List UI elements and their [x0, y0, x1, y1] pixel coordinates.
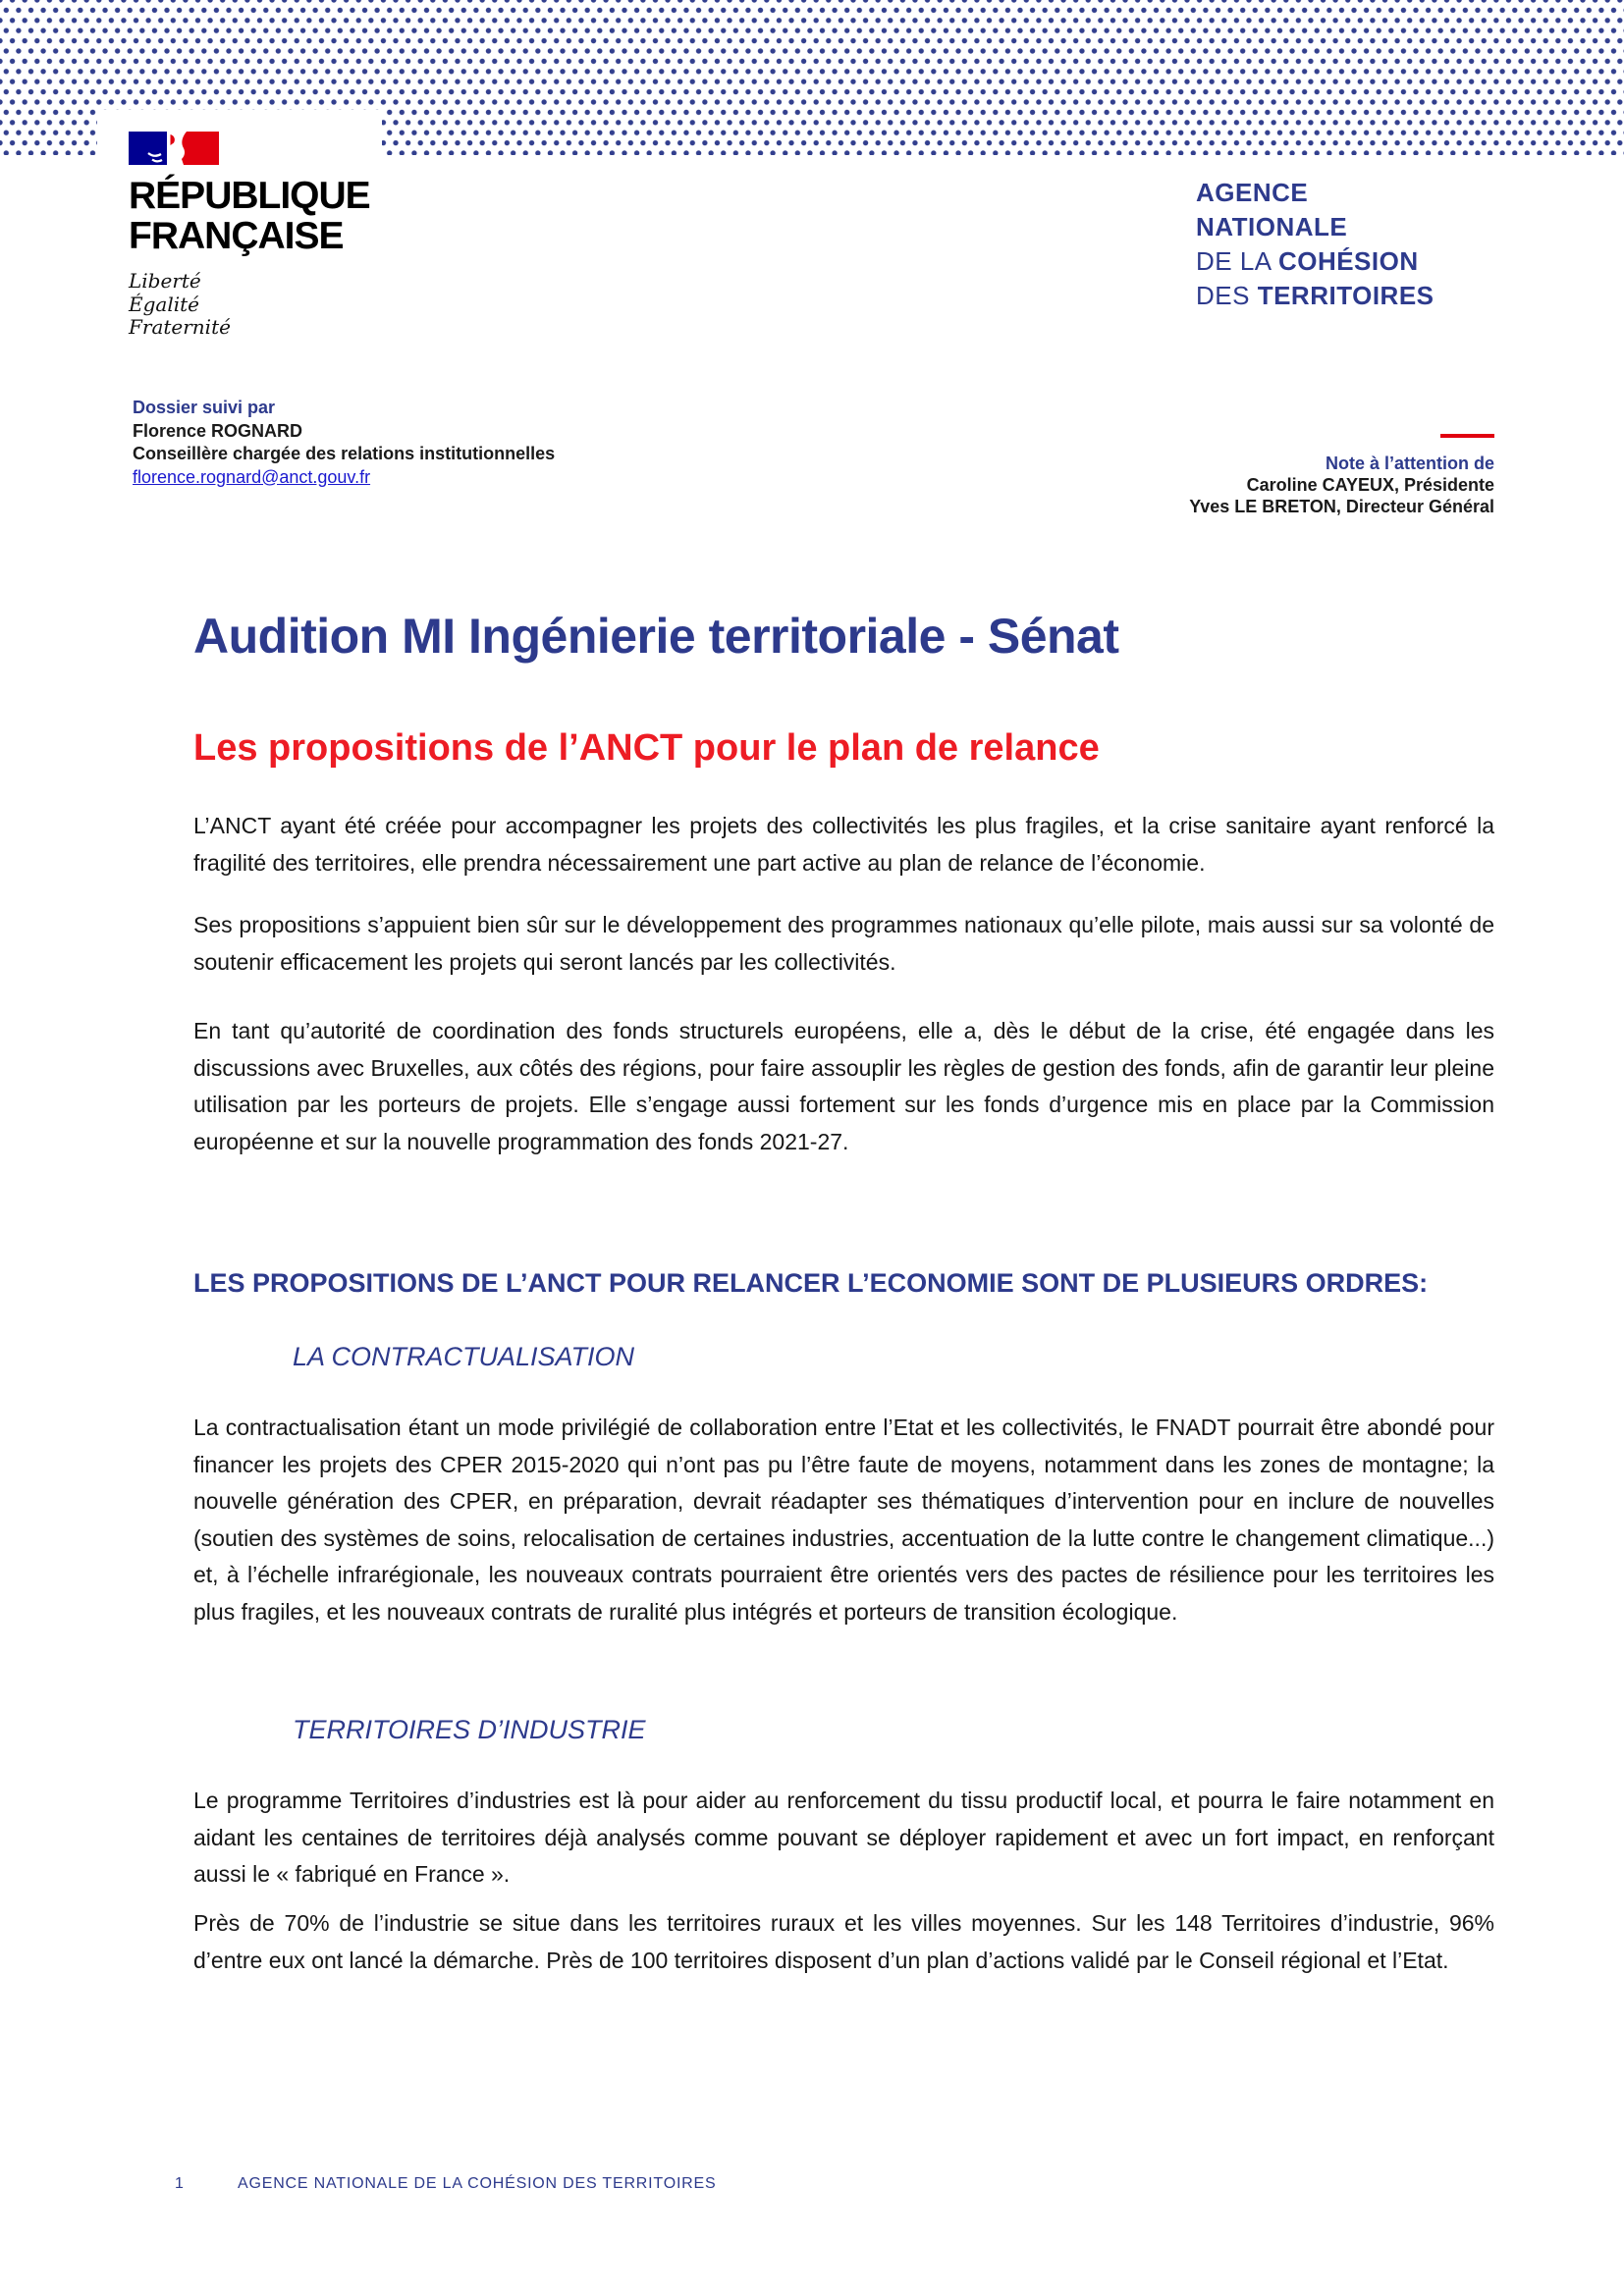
motto-fraternite: Fraternité: [129, 315, 231, 339]
page-number: 1: [175, 2175, 185, 2192]
marianne-flag-icon: [129, 132, 219, 165]
recipients-block: [1189, 431, 1494, 517]
footer-text: AGENCE NATIONALE DE LA COHÉSION DES TERRITOIRES: [238, 2175, 717, 2192]
anct-logo-line1: AGENCE: [1196, 178, 1309, 207]
recipients-label: Note à l’attention de: [1325, 454, 1494, 473]
paragraph-territoires-1: Le programme Territoires d’industries est là pour aider au renforcement du tissu productif local, et pourra le faire notamment en aidant les centaines de territoires déjà analysés comme pouvant se déployer rapidement et avec un fort impact, en renforçant aussi le « fabriqué en France ».: [193, 1788, 1494, 1888]
dot-pattern-band-right: [382, 119, 1624, 155]
paragraph-1: L’ANCT ayant été créée pour accompagner les projets des collectivités les plus fragiles, et la crise sanitaire ayant renforcé la fragilité des territoires, elle prendra nécessairement une part active au plan de relance de l’économie.: [193, 813, 1494, 876]
anct-logo-line3: DE LA COHÉSION: [1196, 246, 1419, 276]
rf-motto: [129, 270, 423, 340]
red-rule: [1440, 434, 1494, 438]
page-subtitle: Les propositions de l’ANCT pour le plan de relance: [193, 727, 1100, 769]
paragraph-3: En tant qu’autorité de coordination des fonds structurels européens, elle a, dès le début de la crise, été engagée dans les discussions avec Bruxelles, aux côtés des régions, pour faire assouplir les règles de gestion des fonds, afin de garantir leur pleine utilisation par les porteurs de projets. Elle s’engage aussi fortement sur les fonds d’urgence mis en place par la Commission européenne et sur la nouvelle programmation des fonds 2021-27.: [193, 1018, 1494, 1154]
rf-line-1: RÉPUBLIQUE: [129, 175, 370, 217]
contact-name: Florence ROGNARD: [133, 420, 303, 441]
contact-email-link[interactable]: florence.rognard@anct.gouv.fr: [133, 466, 371, 487]
section-heading: LES PROPOSITIONS DE L’ANCT POUR RELANCER L’ECONOMIE SONT DE PLUSIEURS ORDRES:: [193, 1268, 1429, 1298]
recipient-2: Yves LE BRETON, Directeur Général: [1189, 497, 1494, 516]
dot-pattern-band-top: [0, 0, 1624, 119]
motto-egalite: Égalité: [129, 292, 199, 316]
paragraph-2: Ses propositions s’appuient bien sûr sur le développement des programmes nationaux qu’elle pilote, mais aussi sur sa volonté de soutenir efficacement les projets qui seront lancés par les collectivités.: [193, 912, 1494, 975]
rf-line-2: FRANÇAISE: [129, 215, 344, 257]
recipient-1: Caroline CAYEUX, Présidente: [1246, 475, 1494, 495]
page-footer: [175, 2175, 716, 2193]
contact-block: [133, 397, 555, 489]
paragraph-territoires-2: Près de 70% de l’industrie se situe dans les territoires ruraux et les villes moyennes. Sur les 148 Territoires d’industrie, 96% d’entre eux ont lancé la démarche. Près de 100 territoires disposent d’un plan d’actions validé par le Conseil régional et l’Etat.: [193, 1910, 1494, 1973]
subsection-contractualisation: LA CONTRACTUALISATION: [293, 1342, 635, 1371]
motto-liberte: Liberté: [129, 269, 201, 293]
republique-francaise-wordmark: [129, 176, 423, 256]
contact-label: Dossier suivi par: [133, 398, 276, 417]
paragraph-contractualisation: La contractualisation étant un mode privilégié de collaboration entre l’Etat et les collectivités, le FNADT pourrait être abondé pour financer les projets des CPER 2015-2020 qui n’ont pas pu l’être faute de moyens, notamment dans les zones de montagne; la nouvelle génération des CPER, en préparation, devrait réadapter ses thématiques d’intervention pour en inclure de nouvelles (soutien des systèmes de soins, relocalisation de certaines industries, accentuation de la lutte contre le changement climatique...) et, à l’échelle infrarégionale, les nouveaux contrats pourraient être orientés vers des pactes de résilience pour les territoires les plus fragiles, et les nouveaux contrats de ruralité plus intégrés et porteurs de transition écologique.: [193, 1415, 1494, 1625]
subsection-territoires-industrie: TERRITOIRES D’INDUSTRIE: [293, 1715, 646, 1744]
page-title: Audition MI Ingénierie territoriale - Sénat: [193, 609, 1119, 664]
republique-francaise-logo: [129, 132, 423, 340]
anct-logo: [1196, 176, 1435, 313]
anct-logo-line4: DES TERRITOIRES: [1196, 281, 1435, 310]
contact-role: Conseillère chargée des relations institutionnelles: [133, 444, 556, 463]
anct-logo-line2: NATIONALE: [1196, 212, 1348, 241]
dot-pattern-band-left: [0, 119, 97, 155]
